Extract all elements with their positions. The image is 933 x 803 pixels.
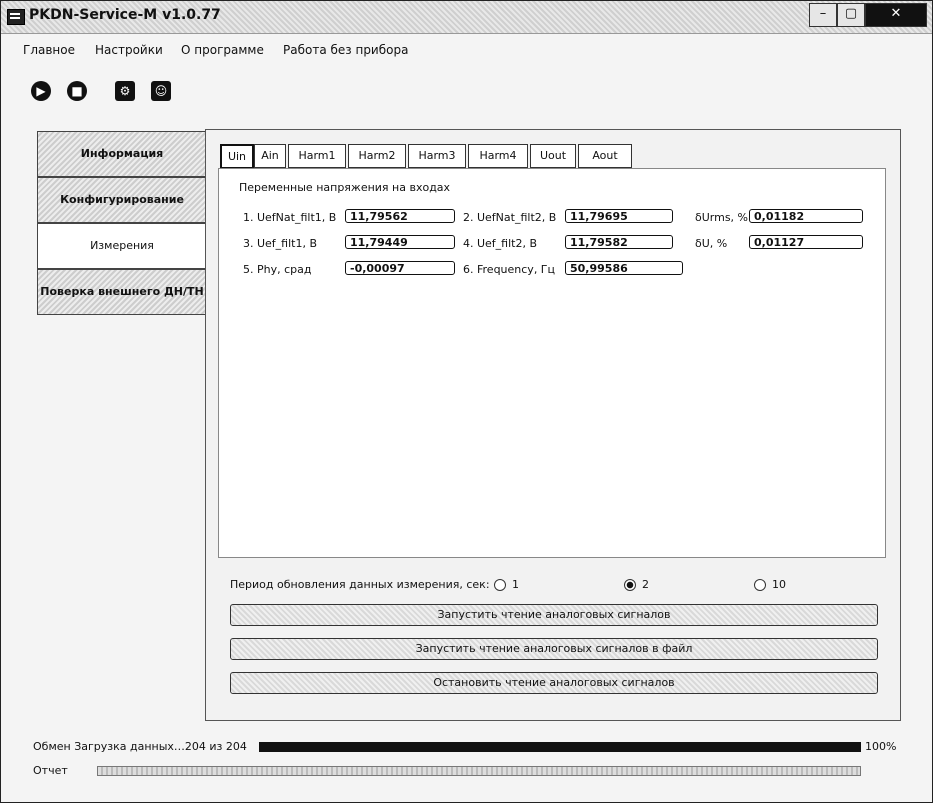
- field-label-du: δU, %: [695, 237, 728, 250]
- uin-content: [218, 168, 886, 558]
- start-read-file-button[interactable]: Запустить чтение аналоговых сигналов в файл: [230, 638, 878, 660]
- progress-bar: [259, 742, 861, 752]
- close-button[interactable]: ✕: [865, 3, 927, 27]
- tab-harm1[interactable]: Harm1: [288, 144, 346, 168]
- stop-icon[interactable]: ■: [67, 81, 87, 101]
- group-label: Переменные напряжения на входах: [239, 181, 451, 194]
- field-value-du[interactable]: 0,01127: [749, 235, 863, 249]
- tab-aout[interactable]: Aout: [578, 144, 632, 168]
- radio-icon: [494, 579, 506, 591]
- gear-icon[interactable]: ⚙: [115, 81, 135, 101]
- exchange-status: Обмен Загрузка данных…204 из 204: [33, 740, 247, 753]
- field-label-ueffnat2: 2. UefNat_filt2, В: [463, 211, 557, 224]
- period-option-10[interactable]: [754, 578, 786, 591]
- user-icon[interactable]: ☺: [151, 81, 171, 101]
- period-option-1[interactable]: [494, 578, 519, 591]
- period-label: Период обновления данных измерения, сек:: [230, 578, 490, 591]
- play-icon[interactable]: ▶: [31, 81, 51, 101]
- radio-icon: [754, 579, 766, 591]
- tab-harm2[interactable]: Harm2: [348, 144, 406, 168]
- sidebar-item-config[interactable]: Конфигурирование: [37, 177, 207, 223]
- tab-harm4[interactable]: Harm4: [468, 144, 528, 168]
- tab-uout[interactable]: Uout: [530, 144, 576, 168]
- menu-item-offline[interactable]: Работа без прибора: [283, 43, 409, 57]
- maximize-button[interactable]: ▢: [837, 3, 865, 27]
- sidebar-item-info[interactable]: Информация: [37, 131, 207, 177]
- app-icon: [7, 9, 25, 25]
- field-value-frequency[interactable]: 50,99586: [565, 261, 683, 275]
- menu-item-about[interactable]: О программе: [181, 43, 264, 57]
- menu-item-settings[interactable]: Настройки: [95, 43, 163, 57]
- period-option-2[interactable]: [624, 578, 649, 591]
- radio-selected-icon: [624, 579, 636, 591]
- tab-ain[interactable]: Ain: [254, 144, 286, 168]
- title-bar[interactable]: [1, 1, 932, 34]
- sidebar-item-measurements[interactable]: Измерения: [37, 223, 206, 269]
- field-label-ueffnat1: 1. UefNat_filt1, В: [243, 211, 337, 224]
- progress-percent: 100%: [865, 740, 897, 753]
- report-field: [97, 766, 861, 776]
- field-value-uef1[interactable]: 11,79449: [345, 235, 455, 249]
- field-value-ueffnat1[interactable]: 11,79562: [345, 209, 455, 223]
- minimize-button[interactable]: –: [809, 3, 837, 27]
- period-option-label: 2: [642, 578, 649, 591]
- sidebar-item-verification[interactable]: Поверка внешнего ДН/ТН: [37, 269, 207, 315]
- field-value-ueffnat2[interactable]: 11,79695: [565, 209, 673, 223]
- tab-harm3[interactable]: Harm3: [408, 144, 466, 168]
- stop-read-button[interactable]: Остановить чтение аналоговых сигналов: [230, 672, 878, 694]
- field-value-durms[interactable]: 0,01182: [749, 209, 863, 223]
- field-label-frequency: 6. Frequency, Гц: [463, 263, 556, 276]
- report-label: Отчет: [33, 764, 68, 777]
- field-label-uef2: 4. Uef_filt2, В: [463, 237, 538, 250]
- period-option-label: 10: [772, 578, 786, 591]
- field-label-phy: 5. Phy, срад: [243, 263, 312, 276]
- measurements-panel: [205, 129, 901, 721]
- field-value-phy[interactable]: -0,00097: [345, 261, 455, 275]
- menu-item-main[interactable]: Главное: [23, 43, 75, 57]
- tab-uin[interactable]: Uin: [220, 144, 254, 169]
- start-read-button[interactable]: Запустить чтение аналоговых сигналов: [230, 604, 878, 626]
- field-label-durms: δUrms, %: [695, 211, 749, 224]
- field-label-uef1: 3. Uef_filt1, В: [243, 237, 318, 250]
- window-title: PKDN-Service-M v1.0.77: [29, 7, 221, 23]
- field-value-uef2[interactable]: 11,79582: [565, 235, 673, 249]
- period-option-label: 1: [512, 578, 519, 591]
